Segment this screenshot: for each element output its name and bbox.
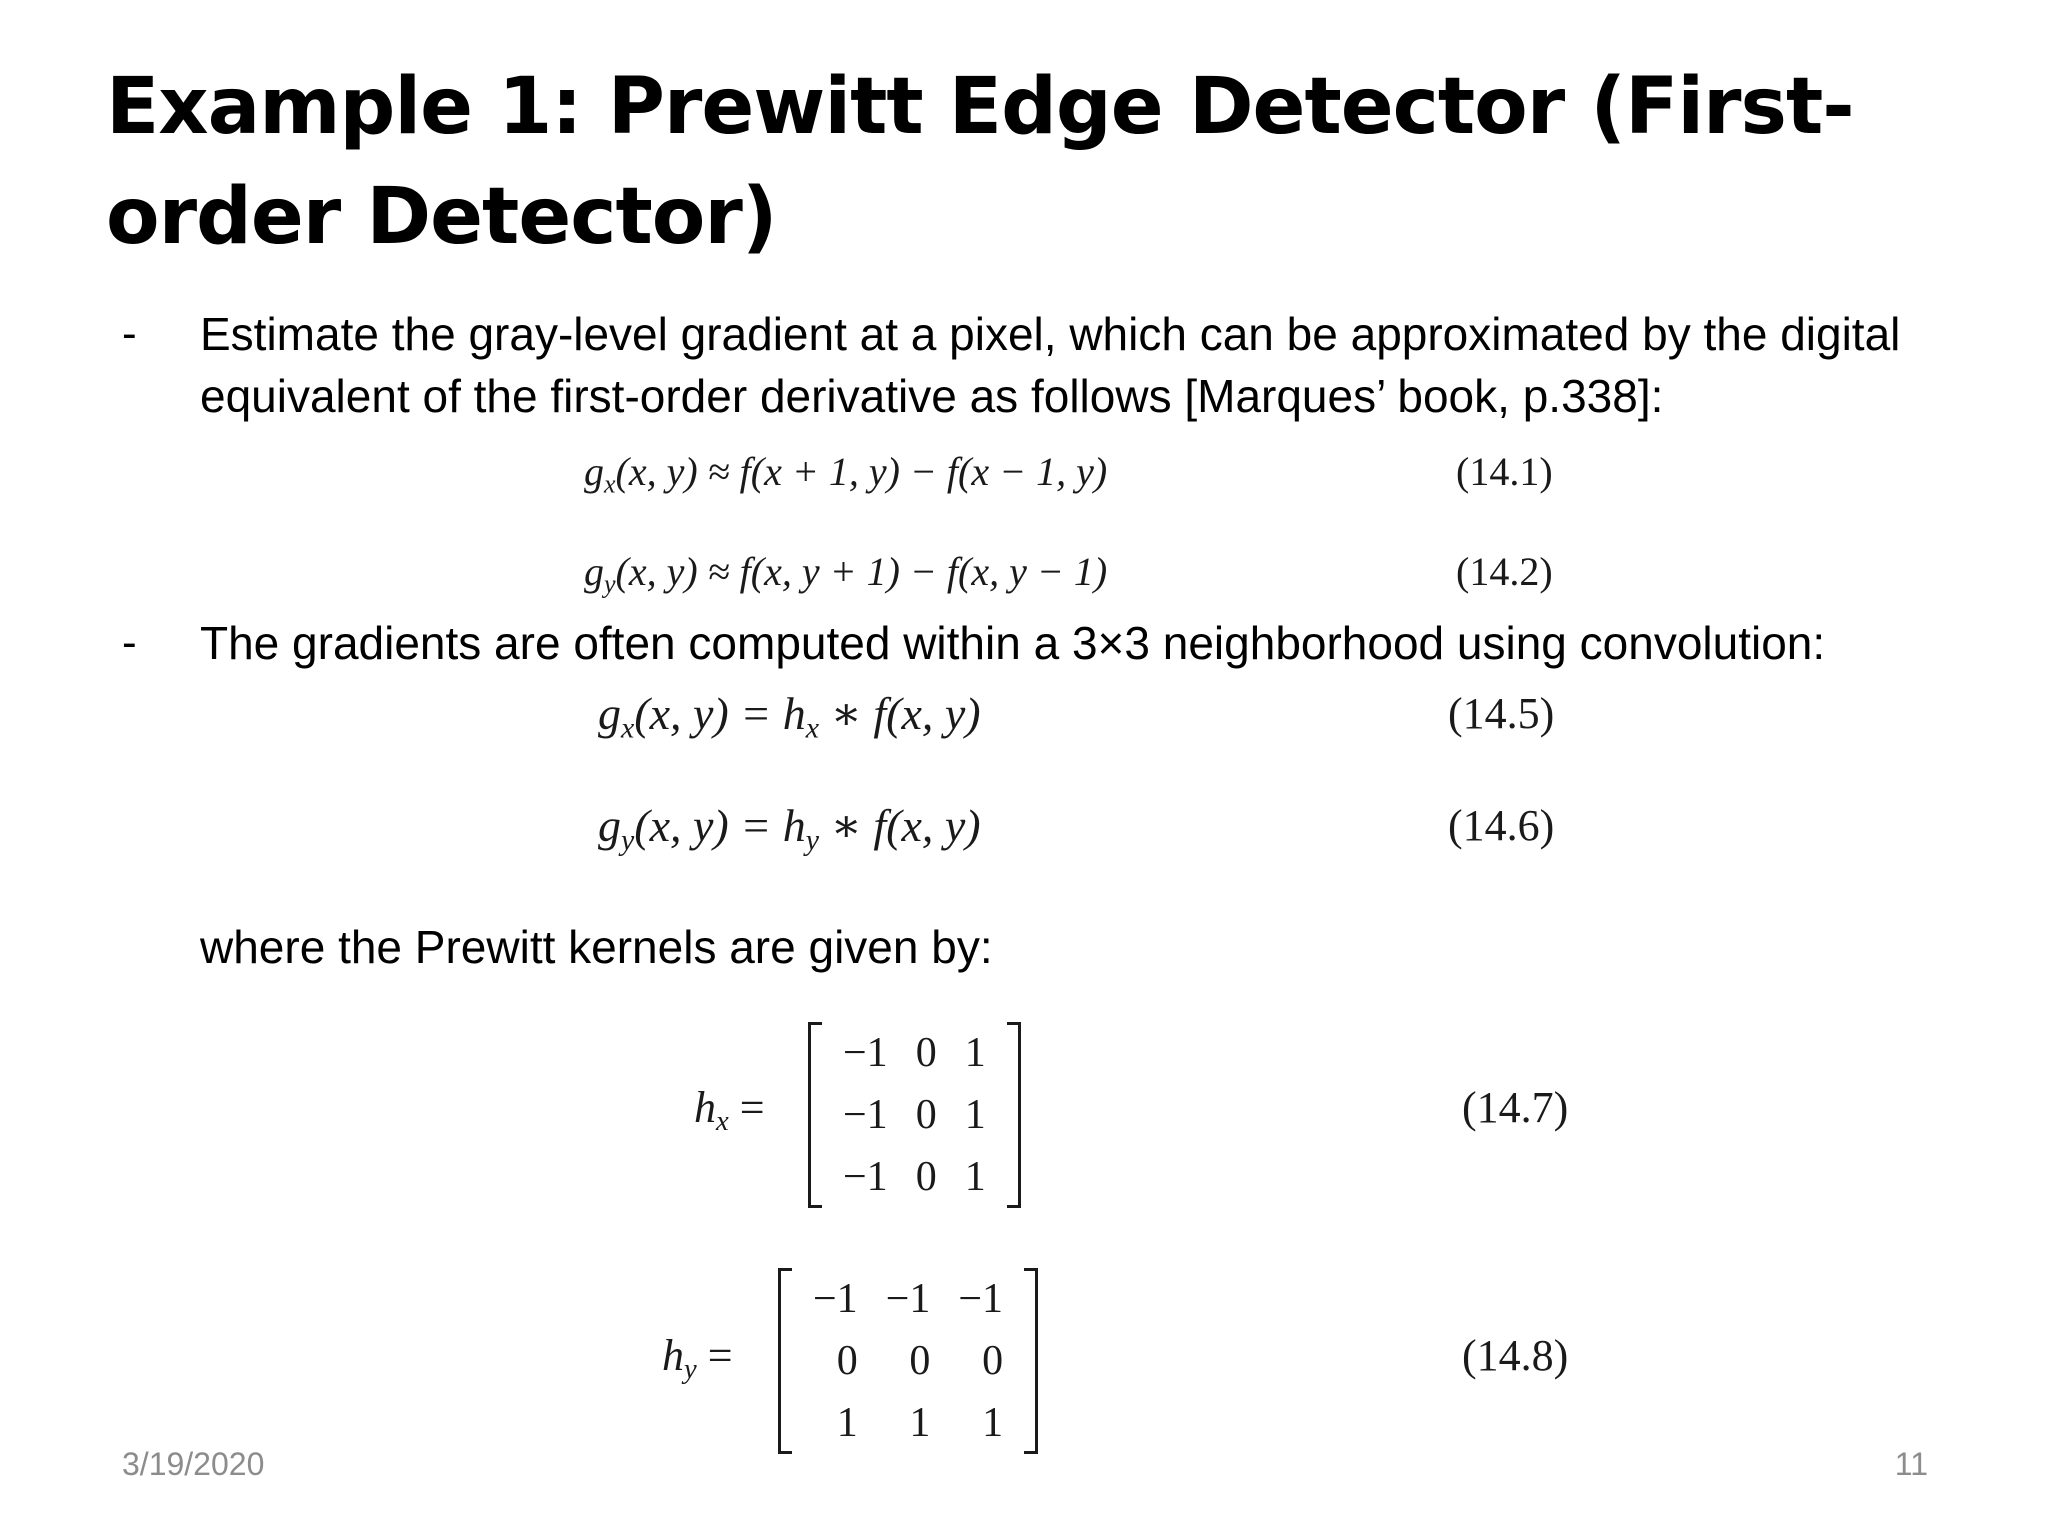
equation-14-5: $g_x(x$, $y) = h_x$ ∗ f(x, y) (598, 688, 981, 745)
matrix-cell: 1 (964, 1154, 986, 1200)
kernel-hy-label: $h_y$ = (662, 1331, 733, 1385)
matrix-cell: −1 (813, 1276, 858, 1322)
kernel-hy-matrix (778, 1268, 1038, 1454)
matrix-cell: 0 (915, 1092, 937, 1138)
bullet-marker: - (122, 309, 137, 358)
bullet-marker: - (122, 618, 137, 667)
matrix-cell: 0 (915, 1030, 937, 1076)
bullet-gradient-estimate: Estimate the gray-level gradient at a pixel, which can be approximated by the digital equivalent of the first-order derivative as follows [Marques’ book, p.338]: (200, 308, 1901, 422)
equation-number-14-2: (14.2) (1456, 549, 1553, 594)
matrix-cell: −1 (843, 1092, 888, 1138)
equation-14-1-rhs: (x, y) ≈ f(x + 1, y) − f(x − 1, y) (615, 449, 1108, 494)
bullet-convolution: The gradients are often computed within a 3×3 neighborhood using convolution: (200, 617, 1826, 669)
equation-number-14-6: (14.6) (1448, 801, 1555, 850)
equation-14-2: $g_y(x$, y) ≈ f(x, y + 1) − f(x, y − 1) (584, 549, 1108, 599)
equation-number-14-8: (14.8) (1462, 1331, 1569, 1380)
matrix-cell: −1 (843, 1030, 888, 1076)
matrix-cell: −1 (958, 1276, 1004, 1322)
matrix-cell: 0 (909, 1338, 931, 1384)
footer-date: 3/19/2020 (122, 1446, 265, 1482)
matrix-cell: 1 (909, 1400, 931, 1446)
footer-page-number: 11 (1894, 1446, 1928, 1482)
matrix-cell: 1 (964, 1092, 986, 1138)
equation-14-2-rhs: (x, y) ≈ f(x, y + 1) − f(x, y − 1) (615, 549, 1108, 594)
matrix-cell: −1 (843, 1154, 888, 1200)
matrix-cell: 1 (982, 1400, 1004, 1446)
equation-14-1: $g_x(x$, y) ≈ f(x + 1, y) − f(x − 1, y) (584, 449, 1108, 499)
kernel-hx-label: $h_x$ = (694, 1083, 765, 1137)
equation-number-14-5: (14.5) (1448, 689, 1555, 738)
equation-number-14-7: (14.7) (1462, 1083, 1569, 1132)
matrix-cell: 0 (982, 1338, 1004, 1384)
matrix-cell: 0 (915, 1154, 937, 1200)
equation-number-14-1: (14.1) (1456, 449, 1553, 494)
kernel-hx-matrix (808, 1022, 1021, 1208)
matrix-cell: 1 (836, 1400, 858, 1446)
equation-14-6: $g_y(x$, $y) = h_y$ ∗ f(x, y) (598, 800, 981, 857)
kernels-intro-text: where the Prewitt kernels are given by: (200, 921, 993, 973)
slide-title: Example 1: Prewitt Edge Detector (First-order Detector) (106, 62, 1854, 262)
matrix-cell: −1 (885, 1276, 931, 1322)
matrix-cell: 0 (836, 1338, 858, 1384)
matrix-cell: 1 (964, 1030, 986, 1076)
